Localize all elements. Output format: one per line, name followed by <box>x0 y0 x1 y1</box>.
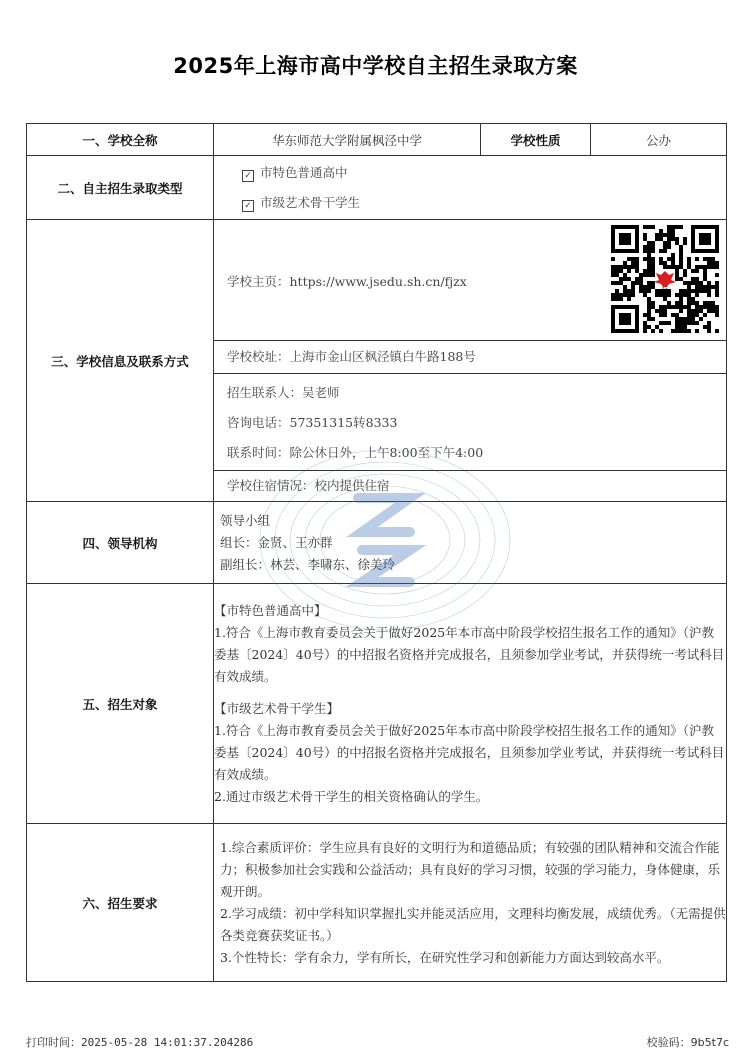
school-type-label: 学校性质 <box>481 124 591 156</box>
contact-block <box>214 374 726 471</box>
targets-cell <box>214 584 727 824</box>
row-admission-types <box>27 156 727 220</box>
admission-types-label: 二、自主招生录取类型 <box>27 156 214 220</box>
paragraph: 2.学习成绩：初中学科知识掌握扎实并能灵活应用，文理科均衡发展，成绩优秀。（无需提供各类竞赛获奖证书。） <box>220 905 726 943</box>
checked-box-icon: ✓ <box>242 170 254 182</box>
school-info-label: 三、学校信息及联系方式 <box>27 220 214 502</box>
dorm-text: 学校住宿情况：校内提供住宿 <box>227 478 390 493</box>
page-title: 2025年上海市高中学校自主招生录取方案 <box>173 54 578 78</box>
admission-plan-table <box>26 123 727 982</box>
school-name-value: 华东师范大学附属枫泾中学 <box>214 124 481 156</box>
targets-label: 五、招生对象 <box>27 584 214 824</box>
row-school-info <box>27 220 727 502</box>
requirements-cell <box>214 824 727 982</box>
paragraph: 1.综合素质评价：学生应具有良好的文明行为和道德品质；有较强的团队精神和交流合作能力；积极参加社会实践和公益活动；具有良好的学习习惯，较强的学习能力，身体健康，乐观开朗。 <box>220 839 721 899</box>
checked-box-icon: ✓ <box>242 200 254 212</box>
admission-type-label: 市特色普通高中 <box>260 164 348 180</box>
admission-type-item <box>214 158 726 188</box>
homepage-text: 学校主页：https://www.jsedu.sh.cn/fjzx <box>227 274 467 289</box>
print-time: 打印时间：2025-05-28 14:01:37.204286 <box>26 1036 254 1049</box>
admission-type-item <box>214 188 726 218</box>
leadership-line: 副组长：林芸、李啸东、徐美玲 <box>220 556 396 572</box>
checksum: 校验码：9b5t7c <box>646 1036 729 1049</box>
homepage-block <box>214 220 726 341</box>
school-name-label: 一、学校全称 <box>27 124 214 156</box>
admission-types-cell <box>214 156 727 220</box>
admission-type-label: 市级艺术骨干学生 <box>260 194 361 210</box>
spacer <box>214 688 726 698</box>
paragraph: 2.通过市级艺术骨干学生的相关资格确认的学生。 <box>214 788 489 804</box>
section-title: 【市特色普通高中】 <box>214 602 327 618</box>
school-info-cell <box>214 220 727 502</box>
leadership-line: 组长：金贤、王亦群 <box>220 534 333 550</box>
leadership-cell <box>214 502 727 584</box>
phone-text: 咨询电话：57351315转8333 <box>227 415 398 430</box>
paragraph: 3.个性特长：学有余力，学有所长，在研究性学习和创新能力方面达到较高水平。 <box>220 949 670 965</box>
row-targets <box>27 584 727 824</box>
row-leadership <box>27 502 727 584</box>
school-type-value: 公办 <box>591 124 727 156</box>
row-requirements <box>27 824 727 982</box>
qr-code <box>611 225 719 333</box>
qr-code-image <box>611 225 719 333</box>
hours-text: 联系时间：除公休日外，上午8:00至下午4:00 <box>227 445 484 460</box>
paragraph: 1.符合《上海市教育委员会关于做好2025年本市高中阶段学校招生报名工作的通知》（沪教委基〔2024〕40号）的中招报名资格并完成报名，且须参加学业考试，并获得统一考试科目有效成绩。 <box>214 722 725 782</box>
paragraph: 1.符合《上海市教育委员会关于做好2025年本市高中阶段学校招生报名工作的通知》（沪教委基〔2024〕40号）的中招报名资格并完成报名，且须参加学业考试，并获得统一考试科目有效成绩。 <box>214 624 725 684</box>
leadership-line: 领导小组 <box>220 512 271 528</box>
svg-text:fjzx: fjzx <box>662 286 668 291</box>
leadership-label: 四、领导机构 <box>27 502 214 584</box>
section-title: 【市级艺术骨干学生】 <box>214 700 340 716</box>
address-text: 学校校址：上海市金山区枫泾镇白牛路188号 <box>214 341 726 374</box>
contact-person-text: 招生联系人：吴老师 <box>227 385 340 400</box>
requirements-label: 六、招生要求 <box>27 824 214 982</box>
row-school-name <box>27 124 727 156</box>
